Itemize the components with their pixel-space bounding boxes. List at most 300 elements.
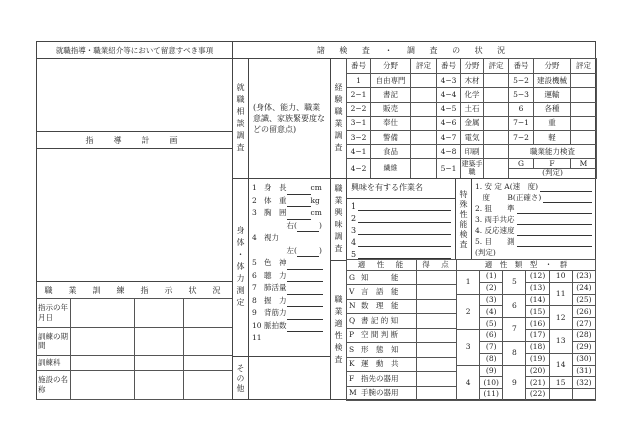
guidance-notes-title: 就職指導・職業紹介等において留意すべき事項: [37, 42, 232, 59]
body-item-unit: cm: [310, 208, 322, 217]
interest-line: [347, 199, 455, 211]
special-item: [475, 225, 592, 236]
body-item: [252, 295, 327, 308]
type-number[interactable]: (17): [526, 330, 549, 342]
aptitude-code: S: [349, 344, 355, 354]
training-cell[interactable]: [134, 327, 183, 356]
type-row: [457, 330, 596, 342]
interest-line: [347, 235, 455, 247]
type-group-number: 1: [457, 271, 480, 295]
body-item-label: 肺活量: [264, 283, 287, 292]
training-title: 職 業 訓 練 指 示 状 況: [37, 281, 232, 299]
type-number[interactable]: (28): [572, 330, 595, 342]
body-item: [252, 195, 327, 208]
aptitude-row: [347, 314, 457, 328]
experience-field: 重: [534, 116, 571, 130]
experience-header-cell: 番号: [347, 59, 371, 74]
body-item-unit: cm: [310, 183, 322, 192]
body-measurements: [249, 178, 331, 356]
interest-line-number: 5: [351, 250, 357, 259]
aptitude-name: [347, 285, 417, 299]
type-row: [457, 271, 596, 283]
experience-number: 2−2: [347, 102, 371, 116]
body-item-label: 背筋力: [264, 308, 287, 317]
consult-note[interactable]: (身体、能力、職業意識、家族緊要度などの留意点): [249, 59, 331, 178]
experience-header-cell: 分野: [371, 59, 411, 74]
experience-field: 書記: [371, 88, 411, 102]
training-row-label: 訓練科: [36, 356, 70, 371]
body-item-label: 視力: [264, 233, 279, 242]
experience-row: [347, 116, 597, 130]
type-number[interactable]: (25): [572, 294, 595, 306]
interest-line-input[interactable]: [358, 215, 451, 223]
experience-field: 軽: [534, 131, 571, 145]
type-number[interactable]: (19): [526, 353, 549, 365]
experience-row: [347, 159, 597, 168]
experience-number: 2−1: [347, 88, 371, 102]
aptitude-name: [347, 343, 417, 357]
aptitude-score[interactable]: [417, 328, 457, 342]
type-number[interactable]: (6): [480, 330, 503, 342]
body-item-label: 胸 囲: [264, 208, 287, 217]
special-item-label: 3. 両手共応: [475, 215, 515, 224]
training-row-label: 指示の年月日: [36, 299, 70, 328]
type-row: [457, 294, 596, 306]
body-item-number: 11: [252, 333, 262, 342]
type-group-number: [549, 389, 572, 401]
aptitude-name: [347, 271, 417, 285]
experience-rating[interactable]: [571, 74, 597, 88]
experience-number: 4−4: [437, 88, 461, 102]
experience-rating[interactable]: [411, 74, 437, 88]
experience-row: [347, 131, 597, 145]
aptitude-code: N: [349, 301, 356, 311]
experience-field: 木材: [461, 74, 484, 88]
ability-test-title: 職業能力検査: [509, 145, 597, 159]
training-cell[interactable]: [183, 299, 233, 328]
aptitude-code: Q: [349, 315, 356, 325]
experience-field: 電気: [461, 131, 484, 145]
type-number[interactable]: (8): [480, 353, 503, 365]
left-panel: [36, 41, 233, 400]
aptitude-code: F: [349, 373, 355, 383]
aptitude-row: [347, 271, 457, 285]
experience-number: 4−8: [437, 145, 461, 159]
experience-number: 3−1: [347, 116, 371, 130]
aptitude-label: 知 能: [361, 272, 399, 282]
interest-title: 興味を有する作業名: [347, 179, 455, 199]
training-cell[interactable]: [134, 371, 183, 400]
training-row-label: 施設の名 称: [36, 371, 70, 400]
aptitude-name: [347, 314, 417, 328]
interest-line-input[interactable]: [358, 227, 451, 235]
interest-line-input[interactable]: [358, 203, 451, 211]
experience-number: 4−5: [437, 102, 461, 116]
body-item-input[interactable]: [287, 312, 323, 320]
training-row-label: 訓練の期 間: [36, 327, 70, 356]
plan-title: 指 導 計 画: [37, 131, 232, 149]
experience-header-cell: 番号: [509, 59, 534, 74]
interest-survey: [347, 178, 456, 260]
type-number[interactable]: (23): [572, 271, 595, 283]
aptitude-table: [346, 259, 457, 401]
aptitude-code: V: [349, 287, 355, 297]
type-group-number: 11: [549, 282, 572, 306]
experience-field: 繊維: [371, 159, 411, 179]
aptitude-type-table: [456, 259, 596, 401]
aptitude-code: G: [349, 272, 355, 282]
aptitude-header-cell: 得 点: [417, 260, 457, 271]
aptitude-row: [347, 285, 457, 299]
special-item: [475, 203, 592, 214]
body-item-number: 7: [252, 283, 257, 292]
type-number[interactable]: (12): [526, 271, 549, 283]
experience-table: [346, 58, 597, 179]
experience-rating[interactable]: [571, 131, 597, 145]
tests-title: 諸 検 査 ・ 調 査 の 状 況: [233, 42, 595, 59]
experience-header-cell: 評定: [484, 59, 509, 74]
experience-number: 5−2: [509, 74, 534, 88]
experience-number: 4−6: [437, 116, 461, 130]
aptitude-label: 形 態 知: [361, 344, 399, 354]
body-item-input[interactable]: [287, 287, 323, 295]
aptitude-score[interactable]: [417, 343, 457, 357]
type-number[interactable]: (26): [572, 306, 595, 318]
special-item-label: 4. 反応速度: [475, 226, 515, 235]
aptitude-code: M: [349, 388, 357, 398]
special-item-input[interactable]: [543, 195, 592, 203]
experience-row: [347, 145, 597, 159]
type-number[interactable]: (13): [526, 282, 549, 294]
experience-number: 4−1: [347, 145, 371, 159]
experience-number: 5−1: [437, 159, 461, 179]
aptitude-code: K: [349, 359, 355, 369]
special-item-label: 1. 安 定 A(速 度): [475, 182, 539, 191]
training-table: [36, 298, 233, 400]
body-item: [252, 220, 327, 233]
body-item-unit: ): [318, 220, 322, 230]
aptitude-row: [347, 386, 457, 401]
body-item: [252, 320, 327, 333]
ability-test-col: G: [509, 159, 534, 168]
body-item-input[interactable]: [297, 224, 319, 232]
right-panel: [232, 41, 596, 400]
other-area[interactable]: [249, 356, 331, 400]
experience-field: 印刷: [461, 145, 484, 159]
aptitude-score[interactable]: [417, 314, 457, 328]
interest-line-number: 4: [351, 238, 357, 247]
body-item: [252, 307, 327, 320]
type-header: [457, 260, 596, 271]
special-item-label: 2. 狙 準: [475, 204, 515, 213]
body-item: [252, 182, 327, 195]
type-group-number: 14: [549, 353, 572, 377]
aptitude-row: [347, 328, 457, 342]
experience-field: 各種: [534, 102, 571, 116]
body-item-input[interactable]: [287, 324, 323, 332]
experience-rating[interactable]: [484, 88, 509, 102]
type-number[interactable]: (3): [480, 294, 503, 306]
experience-rating[interactable]: [411, 145, 437, 159]
body-item-unit: kg: [310, 195, 320, 205]
type-group-number: 6: [503, 294, 526, 318]
type-number[interactable]: (2): [480, 282, 503, 294]
aptitude-label: 数 理 能: [361, 301, 399, 311]
aptitude-header-cell: 適 性 能: [347, 260, 417, 271]
training-cell[interactable]: [70, 299, 134, 328]
body-item: [252, 207, 327, 220]
type-group-number: 10: [549, 271, 572, 283]
body-item-unit: ): [318, 245, 322, 255]
body-item-number: 3: [252, 208, 257, 217]
aptitude-score[interactable]: [417, 299, 457, 313]
interest-line: [347, 211, 455, 223]
experience-number: 4−7: [437, 131, 461, 145]
aptitude-row: [347, 299, 457, 313]
experience-row: [347, 102, 597, 116]
training-cell[interactable]: [70, 327, 134, 356]
experience-rating[interactable]: [484, 159, 509, 179]
experience-rating[interactable]: [411, 131, 437, 145]
type-group-number: 4: [457, 365, 480, 401]
aptitude-label: 職業適性検査: [331, 260, 347, 400]
interest-line-input[interactable]: [358, 239, 451, 247]
training-row: [36, 299, 233, 328]
interest-line: [347, 223, 455, 235]
experience-field: 警備: [371, 131, 411, 145]
special-tests: [472, 178, 595, 260]
training-cell[interactable]: [70, 356, 134, 371]
experience-field: 奉仕: [371, 116, 411, 130]
experience-number: 4−2: [347, 159, 371, 179]
consult-label: 就職相談調査: [233, 59, 249, 178]
interest-line-input[interactable]: [358, 251, 451, 259]
special-item-label: (判定): [475, 248, 496, 257]
body-item-input[interactable]: [287, 262, 323, 270]
experience-number: 5−3: [509, 88, 534, 102]
body-item: [252, 232, 327, 245]
body-item-label: 体 重: [264, 195, 287, 205]
experience-field: 金属: [461, 116, 484, 130]
special-item: [475, 181, 592, 192]
special-item-label: 5. 目 測: [475, 237, 515, 246]
type-number[interactable]: (7): [480, 341, 503, 353]
experience-field: 自由専門: [371, 74, 411, 88]
type-row: [457, 365, 596, 377]
type-group-number: 5: [503, 271, 526, 295]
experience-rating[interactable]: [484, 102, 509, 116]
aptitude-label: 空 間 判 断: [361, 330, 399, 340]
aptitude-label: 書 記 的 知: [361, 315, 399, 325]
type-number[interactable]: (32): [572, 377, 595, 389]
training-cell[interactable]: [183, 356, 233, 371]
interest-line-number: 1: [351, 202, 357, 211]
body-item-label: 左(: [264, 245, 297, 255]
experience-rating[interactable]: [411, 159, 437, 179]
ability-test-col: F: [534, 159, 571, 168]
type-number[interactable]: (10): [480, 377, 503, 389]
experience-number: 6: [509, 102, 534, 116]
body-item-number: 1: [252, 183, 257, 192]
body-item-number: 4: [252, 233, 257, 242]
experience-field: 販売: [371, 102, 411, 116]
body-item-label: 身 長: [264, 183, 287, 192]
type-number[interactable]: (27): [572, 318, 595, 330]
experience-field: 土石: [461, 102, 484, 116]
experience-row: [347, 88, 597, 102]
aptitude-name: [347, 357, 417, 371]
training-cell[interactable]: [134, 356, 183, 371]
interest-line-number: 2: [351, 214, 357, 223]
experience-number: 7−2: [509, 131, 534, 145]
body-item-label: 色 神: [264, 258, 287, 267]
type-header-cell: 適 性 類 型 ・ 群: [457, 260, 596, 271]
ability-test-judgement[interactable]: (判定): [509, 168, 597, 178]
body-item-number: 10: [252, 320, 262, 330]
experience-rating[interactable]: [484, 74, 509, 88]
experience-header-cell: 分野: [534, 59, 571, 74]
training-row: [36, 327, 233, 356]
body-item-label: 聴 力: [264, 270, 287, 280]
experience-number: 4−3: [437, 74, 461, 88]
aptitude-score[interactable]: [417, 357, 457, 371]
type-number[interactable]: (31): [572, 365, 595, 377]
training-cell[interactable]: [134, 299, 183, 328]
type-number[interactable]: (22): [526, 389, 549, 401]
experience-rating[interactable]: [484, 131, 509, 145]
body-item: [252, 245, 327, 258]
aptitude-score[interactable]: [417, 386, 457, 401]
experience-header-cell: 評定: [571, 59, 597, 74]
experience-field: 食品: [371, 145, 411, 159]
aptitude-header: [347, 260, 457, 271]
experience-rating[interactable]: [484, 116, 509, 130]
ability-test-col: M: [571, 159, 597, 168]
aptitude-score[interactable]: [417, 285, 457, 299]
type-number[interactable]: (14): [526, 294, 549, 306]
type-number[interactable]: (1): [480, 271, 503, 283]
special-item: [475, 192, 592, 203]
body-item-number: 2: [252, 195, 257, 205]
special-item-input[interactable]: [517, 239, 592, 247]
type-number[interactable]: (15): [526, 306, 549, 318]
body-item: [252, 282, 327, 295]
special-item: [475, 214, 592, 225]
special-item-input[interactable]: [540, 184, 592, 192]
type-group-number: 3: [457, 330, 480, 365]
experience-number: 3−2: [347, 131, 371, 145]
body-item-input[interactable]: [287, 274, 323, 282]
experience-field: 建築手職: [461, 159, 484, 179]
special-item-input[interactable]: [517, 228, 592, 236]
type-number[interactable]: (16): [526, 318, 549, 330]
type-group-number: 9: [503, 365, 526, 401]
body-item: [252, 332, 327, 345]
aptitude-label: 運 動 共: [361, 359, 399, 369]
aptitude-code: P: [349, 330, 355, 340]
experience-rating[interactable]: [571, 116, 597, 130]
training-cell[interactable]: [70, 371, 134, 400]
aptitude-row: [347, 343, 457, 357]
type-number[interactable]: (11): [480, 389, 503, 401]
type-group-number: 7: [503, 318, 526, 342]
experience-label: 経験職業調査: [331, 59, 347, 178]
body-item-input[interactable]: [287, 199, 311, 207]
aptitude-label: 指先の器用: [361, 373, 399, 383]
experience-number: 7−1: [509, 116, 534, 130]
special-item-input[interactable]: [517, 206, 592, 214]
experience-header-cell: 番号: [437, 59, 461, 74]
experience-header-cell: 評定: [411, 59, 437, 74]
type-number[interactable]: (5): [480, 318, 503, 330]
type-number[interactable]: (4): [480, 306, 503, 318]
type-group-number: 8: [503, 341, 526, 365]
body-item-number: 9: [252, 308, 257, 317]
type-number[interactable]: (18): [526, 341, 549, 353]
aptitude-label: 言 語 能: [361, 287, 399, 297]
experience-rating[interactable]: [571, 88, 597, 102]
type-group-number: 13: [549, 330, 572, 354]
body-item-input[interactable]: [297, 249, 319, 257]
body-item-input[interactable]: [287, 212, 311, 220]
aptitude-score[interactable]: [417, 372, 457, 386]
type-number[interactable]: (21): [526, 377, 549, 389]
type-number[interactable]: (20): [526, 365, 549, 377]
body-item-label: 握 力: [264, 295, 287, 305]
aptitude-name: [347, 299, 417, 313]
aptitude-row: [347, 357, 457, 371]
aptitude-name: [347, 372, 417, 386]
body-item-input[interactable]: [287, 299, 323, 307]
training-cell[interactable]: [183, 371, 233, 400]
body-item-input[interactable]: [287, 187, 311, 195]
aptitude-score[interactable]: [417, 271, 457, 285]
experience-rating[interactable]: [411, 88, 437, 102]
type-group-number: 12: [549, 306, 572, 330]
plan-area[interactable]: [37, 149, 232, 281]
experience-header-cell: 分野: [461, 59, 484, 74]
aptitude-name: [347, 386, 417, 401]
special-item-label: 度 B(正確さ): [475, 193, 542, 202]
special-item: [475, 247, 592, 258]
body-item: [252, 257, 327, 270]
interest-line: [347, 247, 455, 259]
training-row: [36, 371, 233, 400]
experience-number: 1: [347, 74, 371, 88]
training-cell[interactable]: [183, 327, 233, 356]
aptitude-row: [347, 372, 457, 386]
other-label: その他: [233, 356, 249, 400]
training-row: [36, 356, 233, 371]
experience-rating[interactable]: [571, 102, 597, 116]
type-number[interactable]: (24): [572, 282, 595, 294]
body-label: 身体・体力測定: [233, 178, 249, 356]
special-item-input[interactable]: [517, 217, 592, 225]
experience-rating[interactable]: [484, 145, 509, 159]
guidance-notes-area[interactable]: [37, 59, 232, 131]
experience-field: 建設機械: [534, 74, 571, 88]
experience-rating[interactable]: [411, 102, 437, 116]
type-number[interactable]: (30): [572, 353, 595, 365]
experience-header: [347, 59, 597, 74]
special-label: 特殊性能検査: [456, 178, 472, 260]
type-number[interactable]: (29): [572, 341, 595, 353]
type-number[interactable]: (9): [480, 365, 503, 377]
experience-field: 化学: [461, 88, 484, 102]
experience-rating[interactable]: [411, 116, 437, 130]
body-item: [252, 270, 327, 283]
body-item-number: 6: [252, 270, 257, 280]
